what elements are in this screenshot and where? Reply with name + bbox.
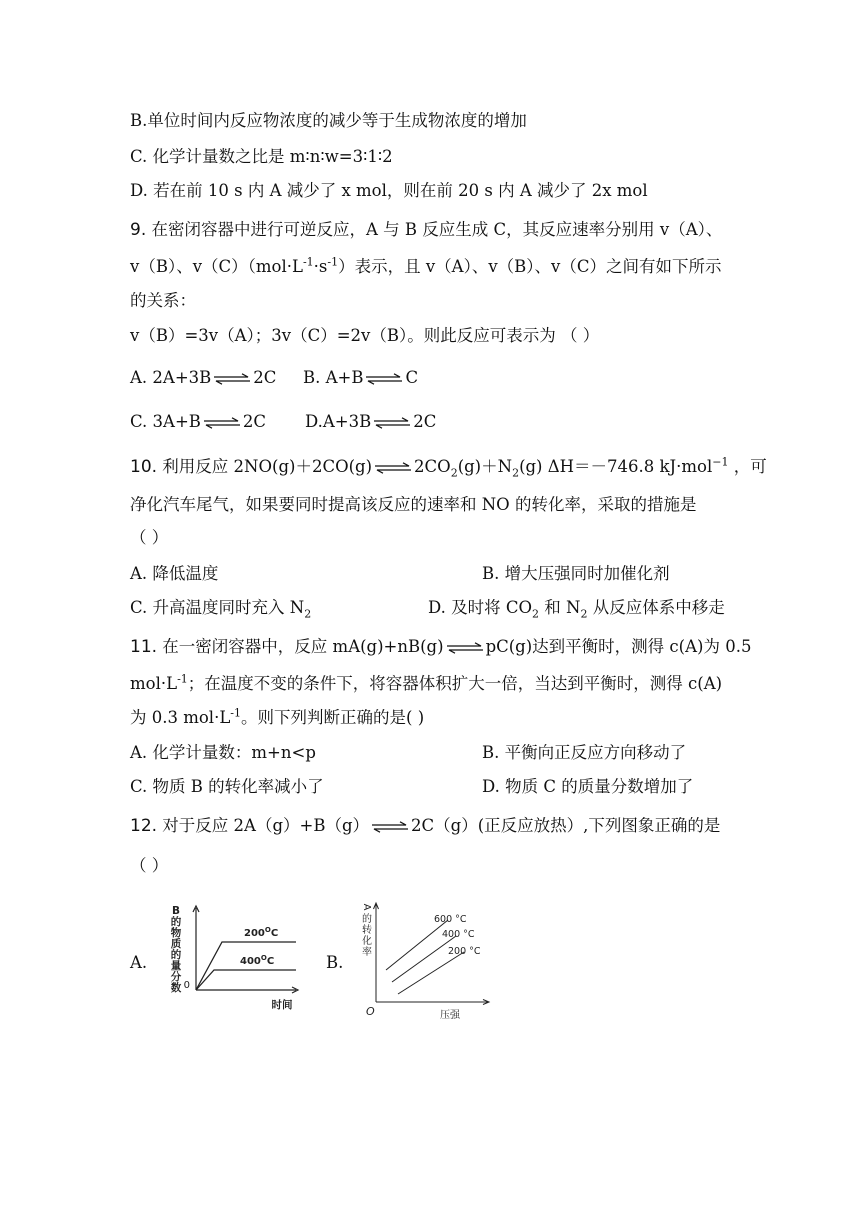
- q10-option-b: B. 增大压强同时加催化剂: [482, 564, 670, 583]
- q11-line1: 11. 在一密闭容器中，反应 mA(g)+nB(g) pC(g)达到平衡时，测得 c(A)为 0.5: [130, 637, 752, 657]
- q9-option-a: A. 2A+3B 2C: [130, 368, 277, 387]
- equilibrium-arrow-icon: [445, 642, 485, 654]
- q9-line2: v（B）、$v(C)(mol\cdot L^{-1}\cdot s^{-1})$表示，且 v（A）、v（B）、v（C）之间有如下所示: [130, 255, 722, 276]
- equilibrium-arrow-icon: [370, 821, 410, 833]
- equilibrium-arrow-icon: [212, 373, 252, 385]
- svg-text:的: 的: [362, 914, 372, 925]
- svg-text:转: 转: [362, 925, 372, 936]
- q12-number: 12.: [130, 816, 158, 836]
- svg-text:率: 率: [362, 947, 372, 958]
- q9-option-d: D.A+3B 2C: [305, 412, 437, 431]
- equilibrium-arrow-icon: [372, 417, 412, 429]
- figure-b-curve-200: [398, 952, 464, 994]
- svg-text:数: 数: [170, 982, 182, 994]
- q10-line3: （ ）: [130, 528, 169, 547]
- q12-option-b-label: B.: [326, 953, 344, 972]
- figure-b-label-200: 200 °C: [448, 946, 481, 957]
- q9-option-c: C. 3A+B 2C: [130, 412, 267, 431]
- q8-option-c: C. 化学计量数之比是 m∶n∶w=3∶1∶2: [130, 147, 393, 166]
- svg-text:B: B: [171, 905, 181, 917]
- svg-text:化: 化: [362, 936, 372, 947]
- equilibrium-arrow-icon: [373, 462, 413, 474]
- q9-option-b: B. A+B C: [303, 368, 419, 387]
- figure-a-label-200: $200^OC$: [244, 926, 279, 939]
- figure-a-graph: [164, 902, 314, 1012]
- q11-option-b: B. 平衡向正反应方向移动了: [482, 743, 687, 762]
- figure-b-x-axis-label: 压强: [440, 1010, 460, 1021]
- equilibrium-arrow-icon: [202, 417, 242, 429]
- q10-line2: 净化汽车尾气，如果要同时提高该反应的速率和 NO 的转化率，采取的措施是: [130, 495, 697, 514]
- q10-line1: 10. 利用反应 2NO(g)＋2CO(g) $2CO_2(g)+N_2(g)$ ΔH＝－746.8 kJ·mol$^{-1}$ ，可: [130, 455, 767, 480]
- q11-option-d: D. 物质 C 的质量分数增加了: [482, 777, 694, 796]
- figure-a-origin: 0: [183, 980, 190, 991]
- figure-b-y-axis-label: [361, 904, 372, 958]
- q9-line1: 9. 在密闭容器中进行可逆反应，A 与 B 反应生成 C，其反应速率分别用 v（A）、: [130, 220, 723, 240]
- svg-text:质: 质: [170, 938, 182, 950]
- figure-a-y-axis-label: [170, 905, 182, 994]
- q10-option-c: C. 升高温度同时充入 $N_2$: [130, 598, 312, 621]
- q11-line3: 为 0.3 $mol\cdot L^{-1}$。则下列判断正确的是( ): [130, 706, 425, 727]
- figure-b-graph: [356, 900, 496, 1025]
- q10-option-d: D. 及时将 $CO_2$ 和 $N_2$ 从反应体系中移走: [428, 598, 725, 621]
- q11-number: 11.: [130, 637, 158, 657]
- svg-text:量: 量: [170, 960, 182, 972]
- q12-line1: 12. 对于反应 2A（g）+B（g） 2C（g）(正反应放热）,下列图象正确的是: [130, 816, 721, 836]
- q12-option-a-label: A.: [130, 953, 148, 972]
- q9-number: 9.: [130, 220, 147, 240]
- svg-text:的: 的: [170, 916, 182, 928]
- figure-b-curve-400: [392, 936, 456, 982]
- q11-option-a: A. 化学计量数：m+n<p: [130, 743, 316, 762]
- svg-text:物: 物: [170, 927, 182, 939]
- figure-a-x-axis-label: 时间: [271, 999, 293, 1011]
- figure-b-curve-600: [386, 920, 448, 970]
- figure-b-label-400: 400 °C: [442, 929, 475, 940]
- figure-a-curve-400: [196, 970, 296, 990]
- figure-b-origin: O: [366, 1005, 375, 1018]
- q12-line2: （ ）: [130, 856, 169, 875]
- q9-line4: v（B）=3v（A）；3v（C）=2v（B）。则此反应可表示为 （ ）: [130, 326, 600, 345]
- q9-line3: 的关系：: [130, 291, 196, 310]
- figure-b-label-600: 600 °C: [434, 914, 467, 925]
- equilibrium-arrow-icon: [364, 373, 404, 385]
- q8-option-b: B.单位时间内反应物浓度的减少等于生成物浓度的增加: [130, 111, 527, 130]
- svg-text:A: A: [361, 903, 372, 911]
- q8-option-d: D. 若在前 10 s 内 A 减少了 x mol，则在前 20 s 内 A 减少了 2x mol: [130, 181, 648, 200]
- figure-a-label-400: $400^OC$: [240, 954, 275, 967]
- q11-line2: $mol\cdot L^{-1}$；在温度不变的条件下，将容器体积扩大一倍，当达到平衡时，测得 c(A): [130, 672, 723, 693]
- svg-text:分: 分: [170, 971, 182, 983]
- q11-option-c: C. 物质 B 的转化率减小了: [130, 777, 324, 796]
- q10-number: 10.: [130, 457, 158, 477]
- svg-text:的: 的: [170, 949, 182, 961]
- q10-option-a: A. 降低温度: [130, 564, 219, 583]
